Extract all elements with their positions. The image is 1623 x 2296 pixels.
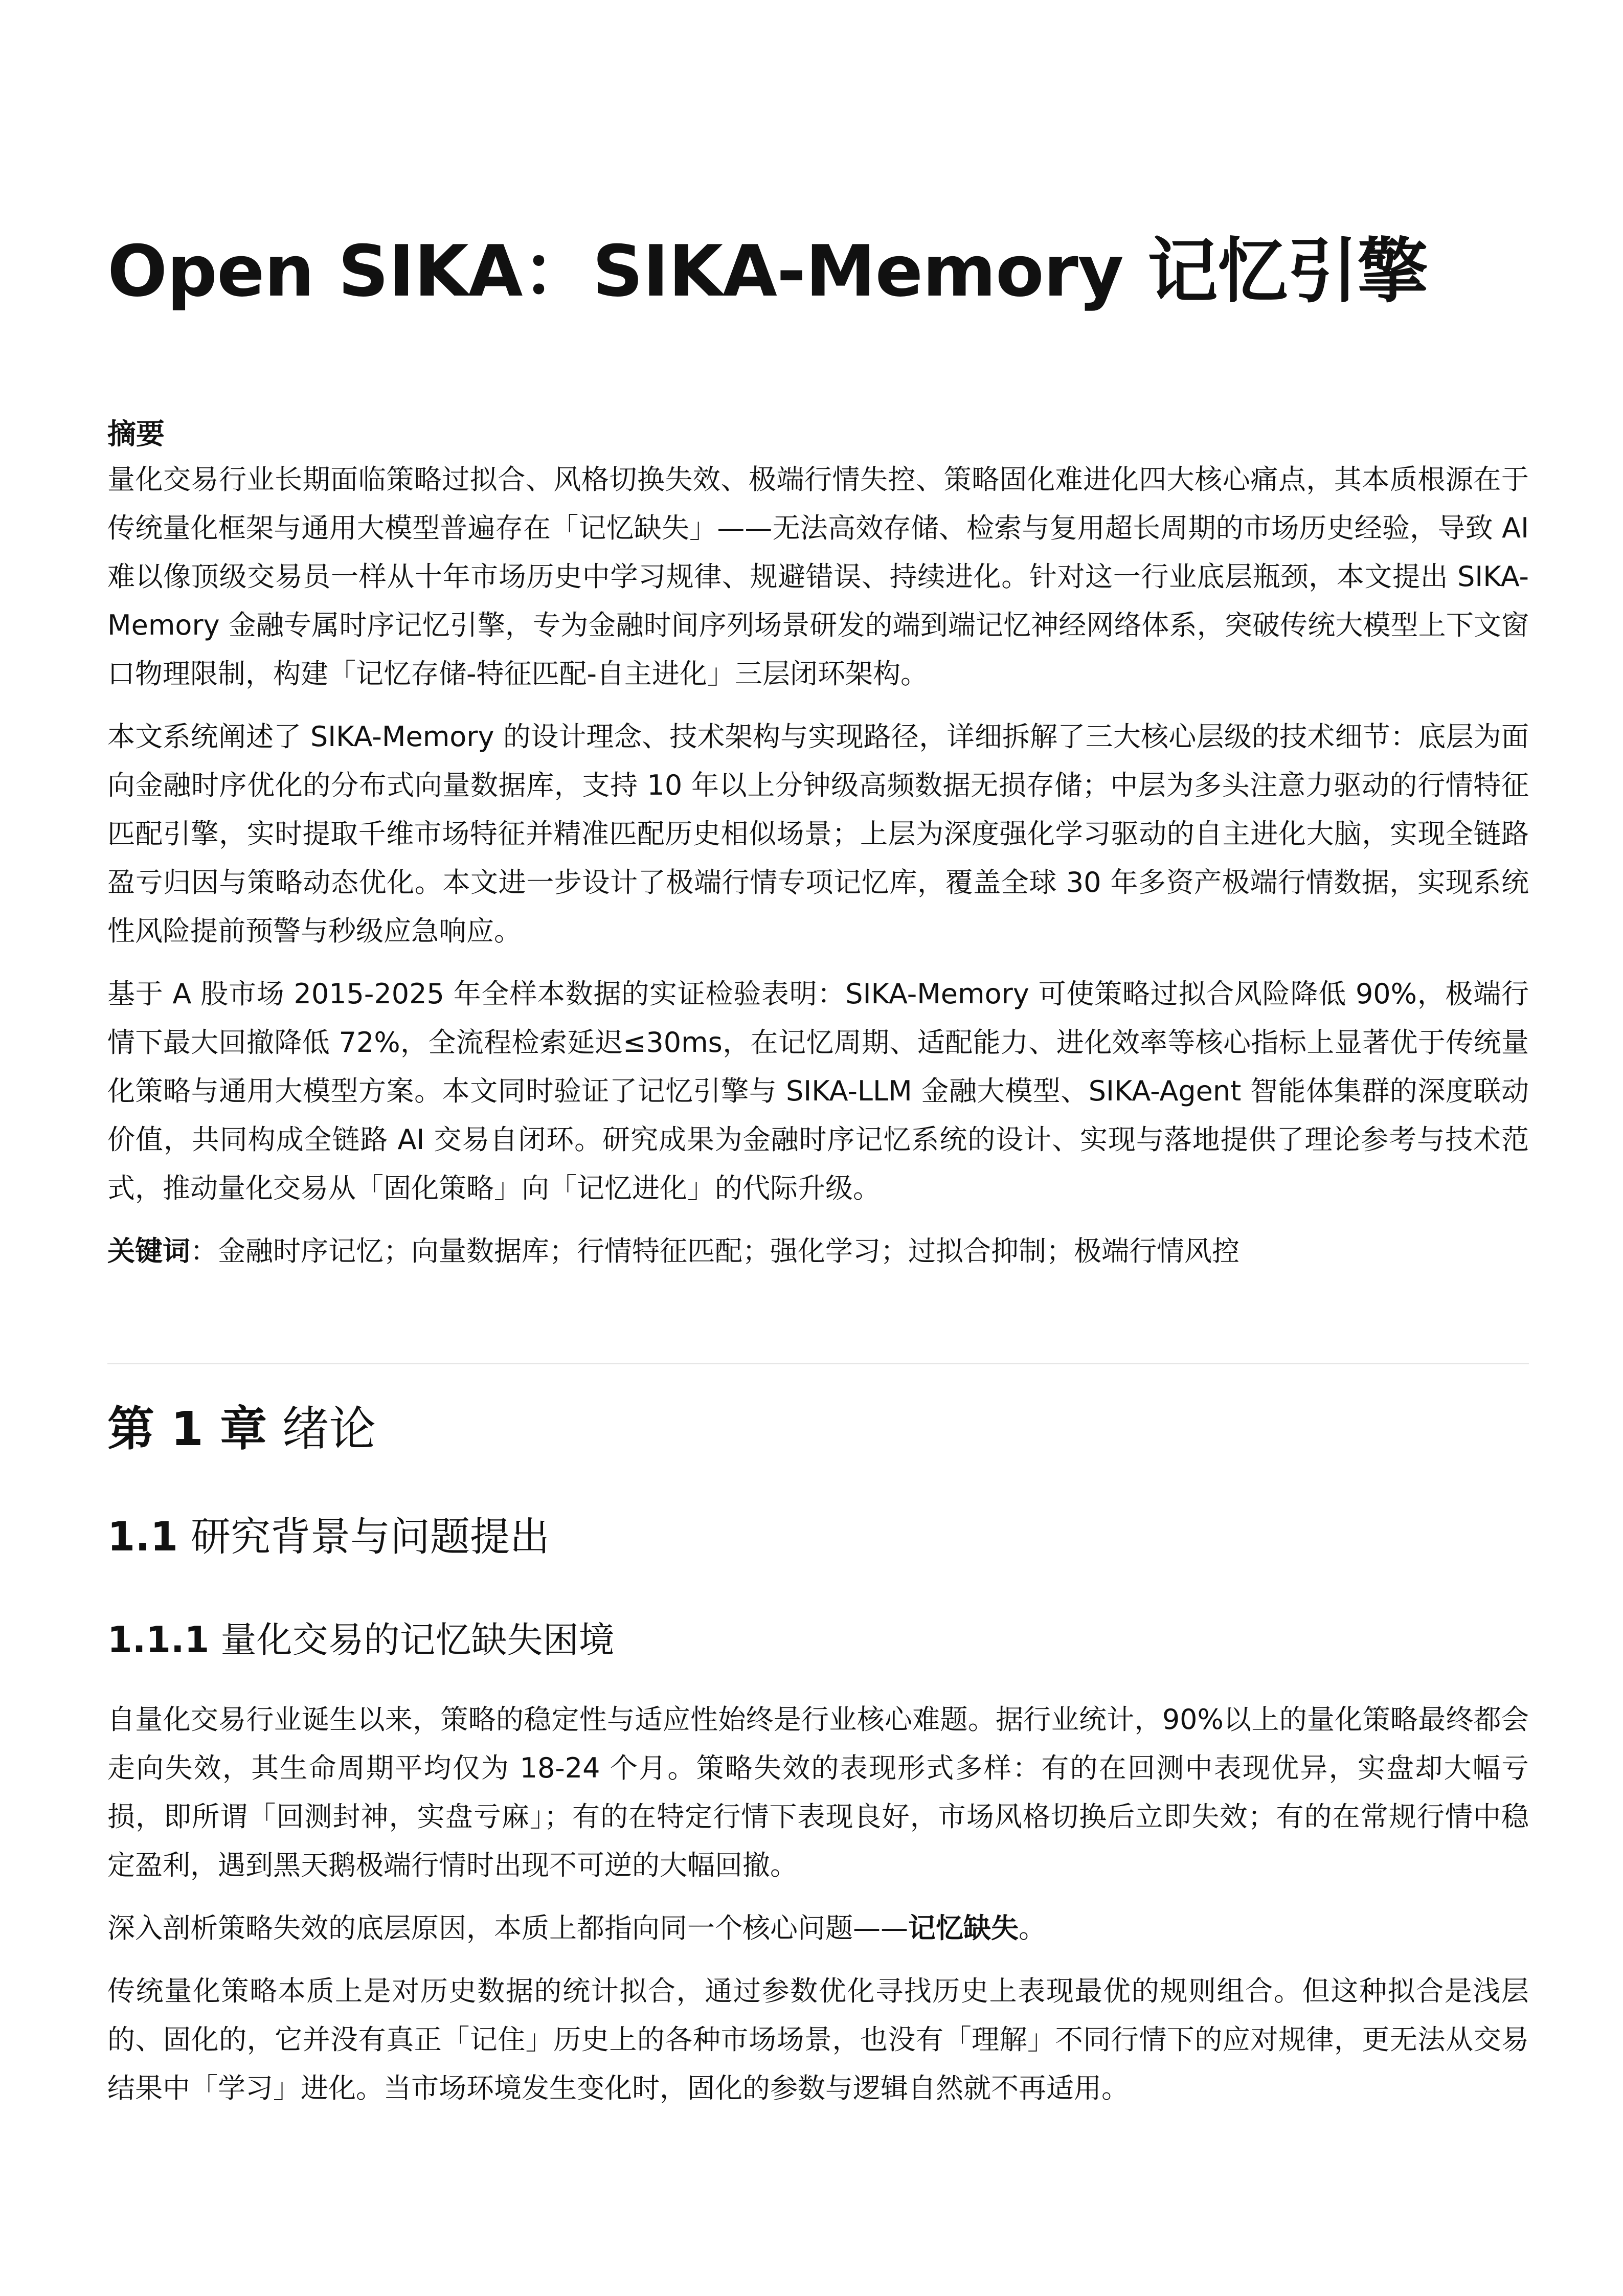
- body-paragraph-1: 自量化交易行业诞生以来，策略的稳定性与适应性始终是行业核心难题。据行业统计，90%以上的量化策略最终都会走向失效，其生命周期平均仅为 18-24 个月。策略失效的表现形式多样：有的在回测中表现优异，实盘却大幅亏损，即所谓「回测封神，实盘亏麻」；有的在特定行情下表现良好，市场风格切换后立即失效；有的在常规行情中稳定盈利，遇到黑天鹅极端行情时出现不可逆的大幅回撤。: [107, 1703, 1529, 1881]
- chapter-number: 第 1 章: [107, 1402, 267, 1456]
- section-heading: [107, 1514, 550, 1562]
- abstract-paragraph-3: 基于 A 股市场 2015-2025 年全样本数据的实证检验表明：SIKA-Memory 可使策略过拟合风险降低 90%，极端行情下最大回撤降低 72%，全流程检索延迟≤30ms，在记忆周期、适配能力、进化效率等核心指标上显著优于传统量化策略与通用大模型方案。本文同时验证了记忆引擎与 SIKA-LLM 金融大模型、SIKA-Agent 智能体集群的深度联动价值，共同构成全链路 AI 交易自闭环。研究成果为金融时序记忆系统的设计、实现与落地提供了理论参考与技术范式，推动量化交易从「固化策略」向「记忆进化」的代际升级。: [107, 978, 1529, 1204]
- subsection-title: 量化交易的记忆缺失困境: [209, 1619, 615, 1661]
- subsection-number: 1.1.1: [107, 1619, 210, 1661]
- keywords-line: [107, 1227, 1529, 1275]
- abstract-paragraph-1: 量化交易行业长期面临策略过拟合、风格切换失效、极端行情失控、策略固化难进化四大核心痛点，其本质根源在于传统量化框架与通用大模型普遍存在「记忆缺失」——无法高效存储、检索与复用超长周期的市场历史经验，导致 AI 难以像顶级交易员一样从十年市场历史中学习规律、规避错误、持续进化。针对这一行业底层瓶颈，本文提出 SIKA-Memory 金融专属时序记忆引擎，专为金融时间序列场景研发的端到端记忆神经网络体系，突破传统大模型上下文窗口物理限制，构建「记忆存储-特征匹配-自主进化」三层闭环架构。: [107, 463, 1529, 690]
- keywords-text: ：金融时序记忆；向量数据库；行情特征匹配；强化学习；过拟合抑制；极端行情风控: [190, 1235, 1239, 1267]
- body-paragraph-2: [107, 1904, 1529, 1952]
- abstract-heading: 摘要: [107, 418, 165, 451]
- chapter-heading: [107, 1401, 376, 1457]
- section-number: 1.1: [107, 1514, 178, 1560]
- keywords-label: 关键词: [107, 1235, 190, 1267]
- section-title: 研究背景与问题提出: [178, 1514, 550, 1560]
- abstract-section: [107, 414, 1529, 1275]
- document-title: Open SIKA：SIKA-Memory 记忆引擎: [107, 230, 1428, 312]
- body-paragraph-3: 传统量化策略本质上是对历史数据的统计拟合，通过参数优化寻找历史上表现最优的规则组合。但这种拟合是浅层的、固化的，它并没有真正「记住」历史上的各种市场场景，也没有「理解」不同行情下的应对规律，更无法从交易结果中「学习」进化。当市场环境发生变化时，固化的参数与逻辑自然就不再适用。: [107, 1975, 1529, 2104]
- body-paragraph-2-emphasis: 记忆缺失: [908, 1912, 1019, 1944]
- body-paragraph-2-prefix: 深入剖析策略失效的底层原因，本质上都指向同一个核心问题——: [107, 1912, 908, 1944]
- abstract-paragraph-2: 本文系统阐述了 SIKA-Memory 的设计理念、技术架构与实现路径，详细拆解了三大核心层级的技术细节：底层为面向金融时序优化的分布式向量数据库，支持 10 年以上分钟级高频数据无损存储；中层为多头注意力驱动的行情特征匹配引擎，实时提取千维市场特征并精准匹配历史相似场景；上层为深度强化学习驱动的自主进化大脑，实现全链路盈亏归因与策略动态优化。本文进一步设计了极端行情专项记忆库，覆盖全球 30 年多资产极端行情数据，实现系统性风险提前预警与秒级应急响应。: [107, 721, 1529, 947]
- chapter-body: [107, 1695, 1529, 2127]
- section-divider: [107, 1363, 1529, 1364]
- chapter-title: 绪论: [267, 1402, 376, 1456]
- body-paragraph-2-suffix: 。: [1019, 1912, 1046, 1944]
- subsection-heading: [107, 1618, 615, 1661]
